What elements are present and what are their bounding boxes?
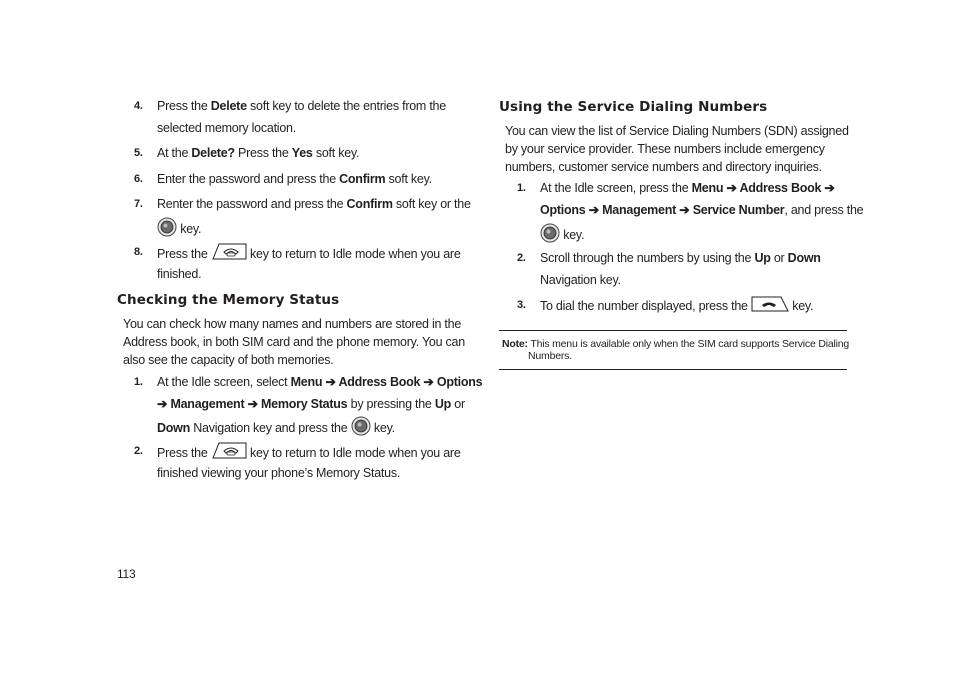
step-number: 3.: [517, 299, 526, 311]
step-line: [157, 442, 461, 465]
end-key-icon: [211, 442, 247, 465]
text-run: Navigation key and press the: [190, 420, 351, 435]
note-text-line-1: This menu is available only when the SIM card supports Service Dialing: [527, 338, 850, 350]
text-run: finished.: [157, 267, 202, 281]
bold-key-term: ➔ Management ➔ Memory Status: [157, 396, 348, 411]
bold-key-term: Menu ➔ Address Book ➔ Options: [290, 375, 483, 389]
step-number: 2.: [134, 445, 143, 457]
text-run: Enter the password and press the: [157, 172, 340, 186]
text-run: key.: [788, 298, 814, 313]
intro-line: by your service provider. These numbers include emergency: [505, 142, 825, 156]
bold-key-term: Yes: [291, 146, 313, 160]
bold-key-term: Down: [787, 251, 821, 265]
text-run: finished viewing your phone’s Memory Status.: [157, 465, 401, 480]
text-run: Renter the password and press the: [157, 197, 347, 211]
bold-key-term: Up: [434, 396, 452, 411]
text-run: Press the: [234, 146, 292, 160]
step-line: [157, 144, 359, 162]
step-number: 1.: [134, 376, 143, 388]
end-key-icon: [211, 243, 247, 266]
step-line: [157, 265, 201, 283]
text-run: To dial the number displayed, press the: [540, 298, 751, 313]
text-run: or: [770, 251, 788, 265]
text-run: At the Idle screen, select: [157, 375, 291, 389]
intro-line: numbers, customer service numbers and directory inquiries.: [505, 160, 822, 174]
page-number: 113: [117, 567, 136, 581]
note-box: [502, 338, 849, 362]
text-run: At the Idle screen, press the: [540, 181, 692, 195]
text-run: , and press the: [784, 203, 864, 217]
bold-key-term: Confirm: [346, 197, 393, 211]
step-number: 2.: [517, 252, 526, 264]
text-run: soft key.: [312, 146, 360, 160]
text-run: key to return to Idle mode when you are: [246, 445, 461, 460]
step-number: 8.: [134, 246, 143, 258]
step-line: [157, 119, 296, 137]
ok-key-icon: [540, 223, 560, 248]
step-line: [157, 170, 432, 188]
send-key-icon: [751, 296, 789, 317]
intro-line: also see the capacity of both memories.: [123, 353, 334, 367]
intro-line: You can check how many names and numbers are stored in the: [123, 317, 462, 331]
step-line: [157, 97, 446, 115]
bold-key-term: Menu ➔ Address Book ➔: [691, 181, 835, 195]
step-line: [157, 416, 395, 441]
note-bottom-rule: [499, 369, 847, 370]
bold-key-term: Confirm: [339, 172, 386, 186]
note-top-rule: [499, 330, 847, 331]
text-run: key to return to Idle mode when you are: [246, 246, 461, 261]
ok-key-icon: [351, 416, 371, 441]
step-line: [157, 395, 465, 413]
step-line: [540, 271, 621, 289]
intro-line: Address book, in both SIM card and the phone memory. You can: [123, 335, 465, 349]
note-label: Note:: [502, 338, 528, 350]
text-run: Press the: [157, 445, 211, 460]
step-line: [157, 373, 482, 391]
text-run: Press the: [157, 99, 211, 113]
step-number: 1.: [517, 182, 526, 194]
text-run: At the: [157, 146, 192, 160]
text-run: selected memory location.: [157, 121, 296, 135]
text-run: key.: [370, 420, 395, 435]
step-line: [540, 223, 584, 248]
text-run: by pressing the: [347, 396, 435, 411]
intro-line: You can view the list of Service Dialing Numbers (SDN) assigned: [505, 124, 849, 138]
text-run: or: [451, 396, 465, 411]
text-run: Navigation key.: [540, 273, 621, 287]
step-number: 5.: [134, 147, 143, 159]
text-run: key.: [177, 221, 202, 236]
bold-key-term: Delete?: [191, 146, 235, 160]
text-run: Press the: [157, 246, 211, 261]
step-line: [157, 464, 400, 482]
text-run: soft key.: [385, 172, 432, 186]
step-line: [157, 243, 461, 266]
text-run: soft key or the: [392, 197, 471, 211]
step-line: [540, 296, 813, 317]
bold-key-term: Options ➔ Management ➔ Service Number: [540, 203, 785, 217]
step-number: 4.: [134, 100, 143, 112]
sdn-section-heading: Using the Service Dialing Numbers: [499, 99, 768, 115]
step-line: [157, 195, 471, 213]
bold-key-term: Delete: [210, 99, 247, 113]
text-run: soft key to delete the entries from the: [246, 99, 446, 113]
step-line: [540, 179, 835, 197]
text-run: Scroll through the numbers by using the: [540, 251, 755, 265]
ok-key-icon: [157, 217, 177, 242]
bold-key-term: Down: [157, 420, 191, 435]
bold-key-term: Up: [754, 251, 771, 265]
text-run: key.: [560, 227, 585, 242]
step-number: 6.: [134, 173, 143, 185]
note-text-line-2: Numbers.: [528, 350, 572, 362]
step-number: 7.: [134, 198, 143, 210]
step-line: [540, 201, 863, 219]
step-line: [540, 249, 821, 267]
step-line: [157, 217, 201, 242]
memory-section-heading: Checking the Memory Status: [117, 292, 340, 308]
